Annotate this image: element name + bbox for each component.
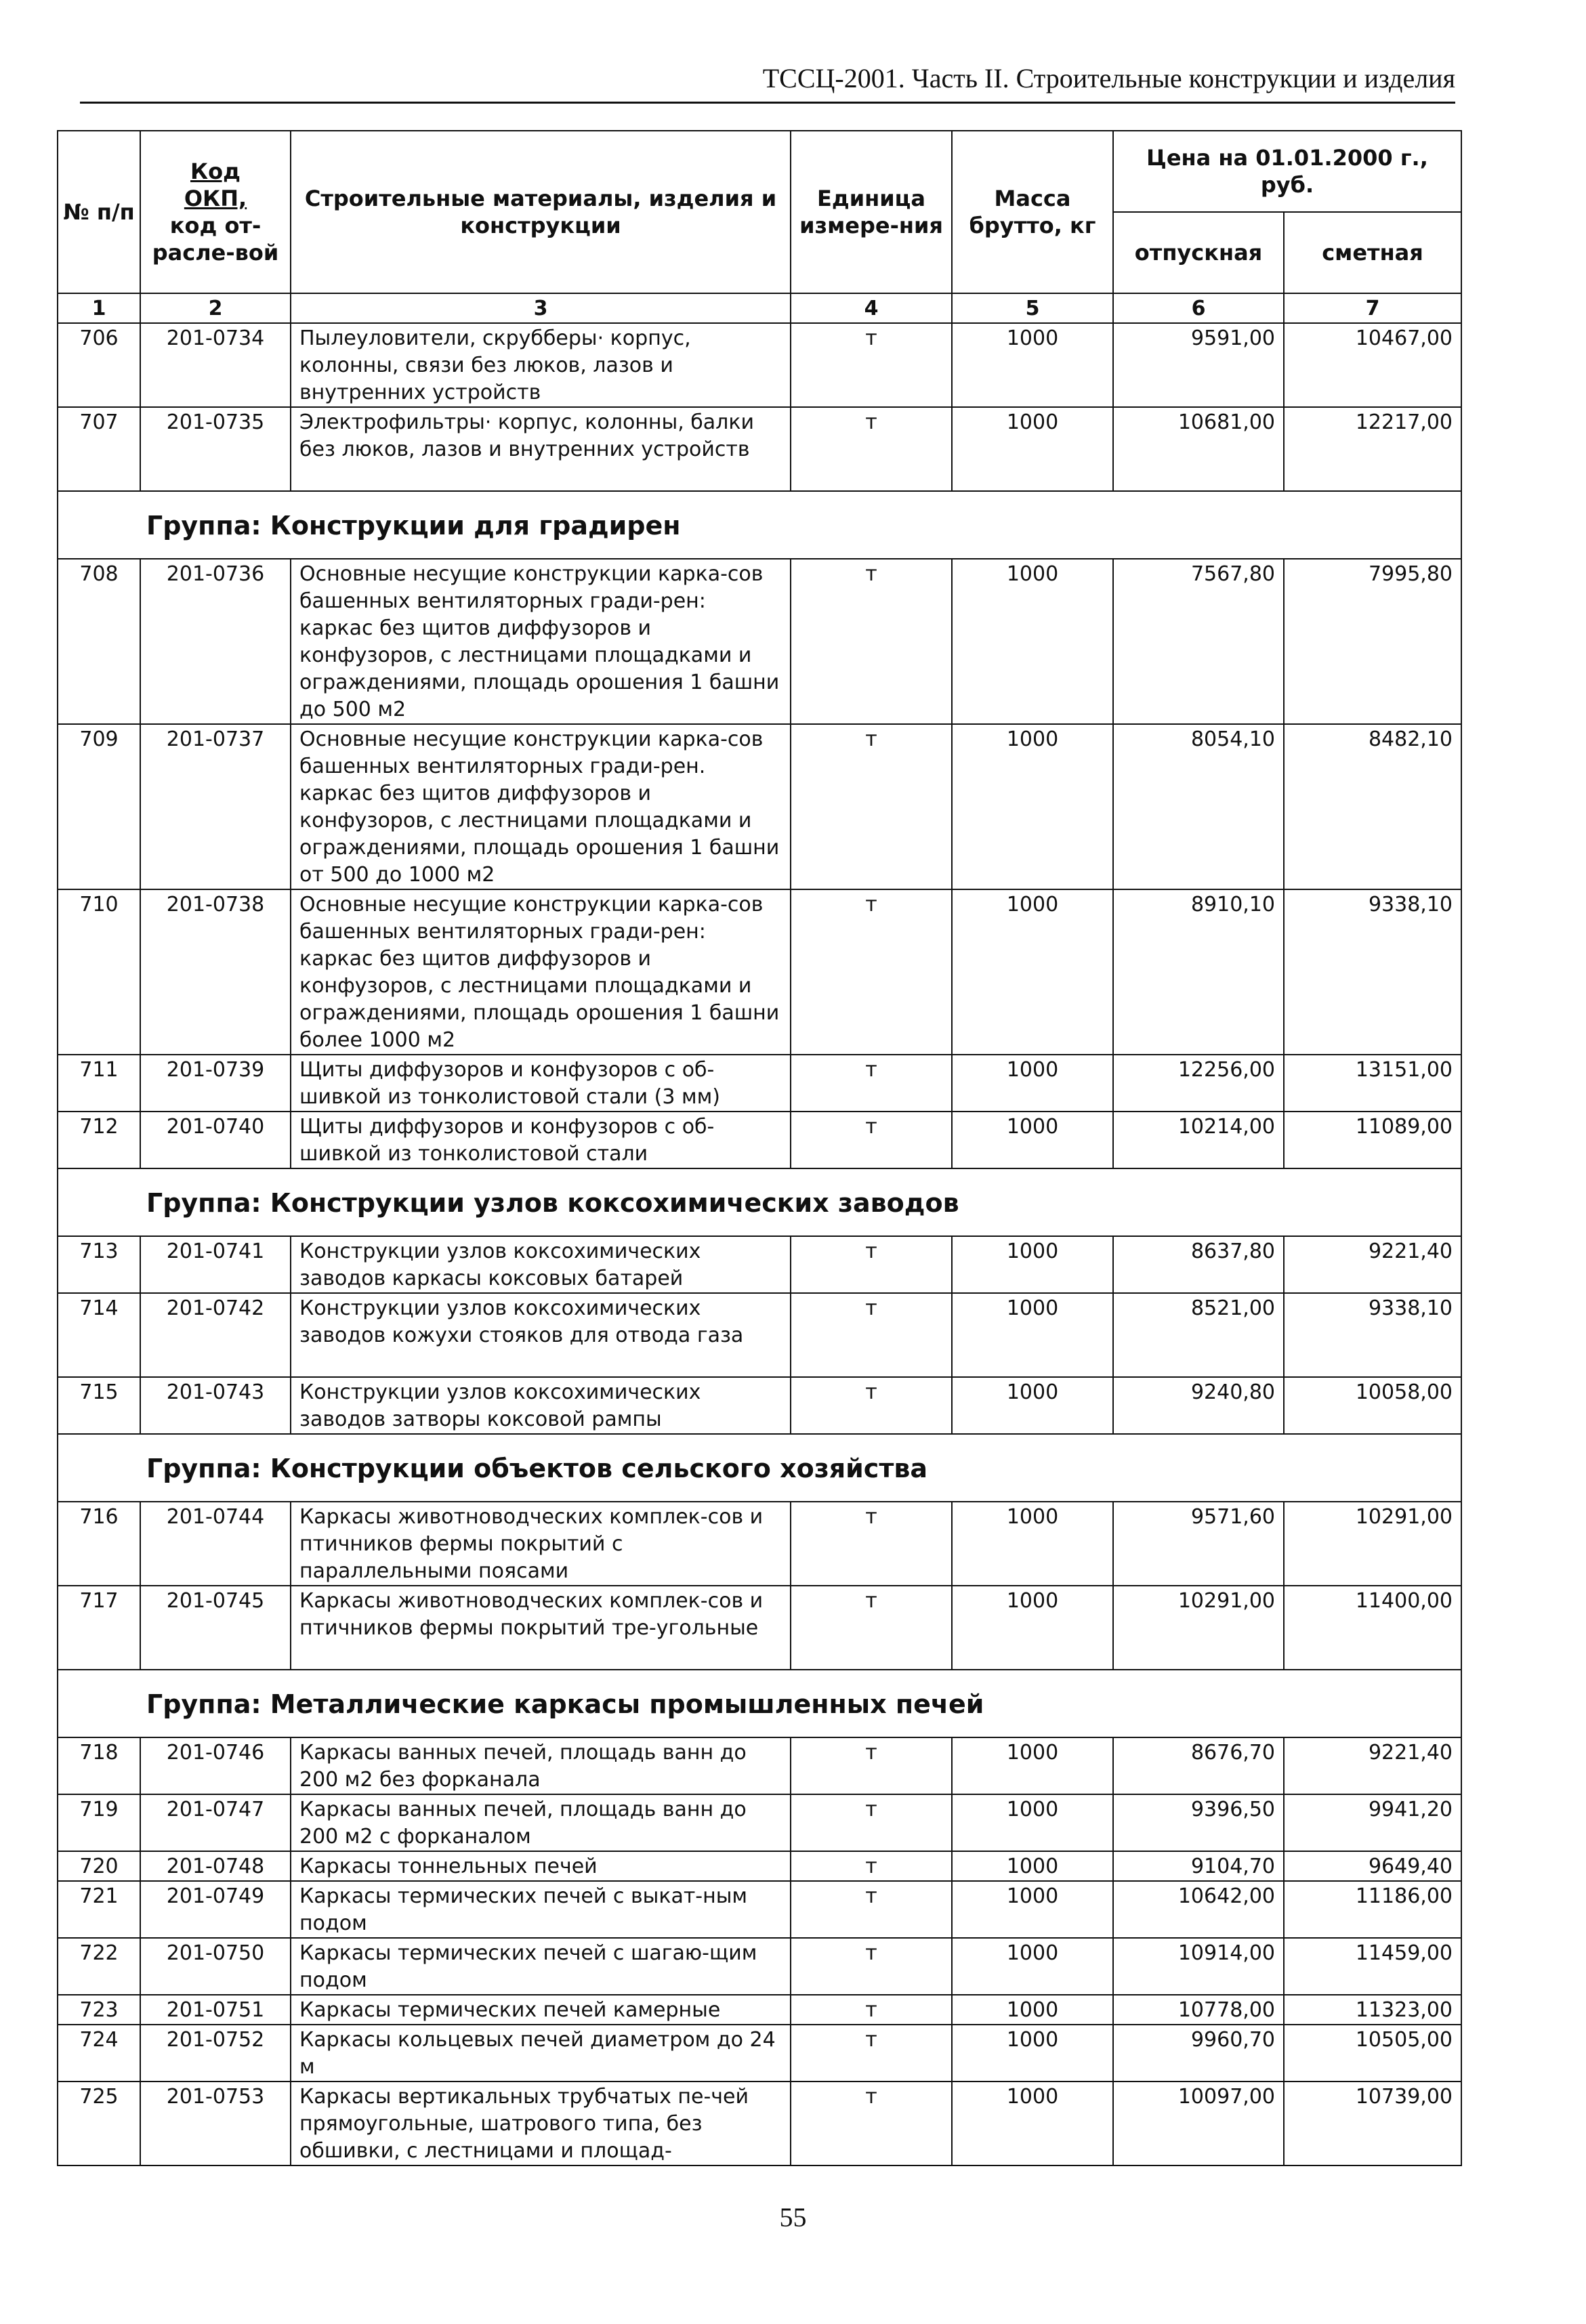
row-unit: т [791, 1794, 952, 1851]
header-price-estimate: сметная [1284, 212, 1461, 293]
table-row [58, 1112, 1461, 1168]
row-name: Каркасы ванных печей, площадь ванн до 200 м2 без форканала [291, 1737, 791, 1794]
row-unit: т [791, 1995, 952, 2025]
table-row [58, 1055, 1461, 1112]
table-row [58, 1938, 1461, 1995]
row-unit: т [791, 724, 952, 889]
row-mass: 1000 [952, 1293, 1113, 1377]
row-price-estimate: 10058,00 [1284, 1377, 1461, 1434]
row-code: 201-0750 [140, 1938, 291, 1995]
row-name: Конструкции узлов коксохимических заводов затворы коксовой рампы [291, 1377, 791, 1434]
row-code: 201-0751 [140, 1995, 291, 2025]
row-unit: т [791, 1112, 952, 1168]
row-price-release: 9240,80 [1113, 1377, 1284, 1434]
row-price-estimate: 11400,00 [1284, 1586, 1461, 1670]
table-row [58, 1995, 1461, 2025]
row-name: Каркасы тоннельных печей [291, 1851, 791, 1881]
row-price-release: 10291,00 [1113, 1586, 1284, 1670]
row-price-release: 8676,70 [1113, 1737, 1284, 1794]
row-number: 725 [58, 2082, 140, 2165]
row-number: 717 [58, 1586, 140, 1670]
row-mass: 1000 [952, 1794, 1113, 1851]
row-price-release: 8910,10 [1113, 889, 1284, 1055]
row-price-release: 8054,10 [1113, 724, 1284, 889]
header-code-line1: Код [190, 159, 241, 184]
row-code: 201-0741 [140, 1236, 291, 1293]
row-price-release: 10214,00 [1113, 1112, 1284, 1168]
table-row [58, 407, 1461, 491]
table-row [58, 889, 1461, 1055]
row-price-estimate: 13151,00 [1284, 1055, 1461, 1112]
row-name: Каркасы вертикальных трубчатых пе-чей прямоугольные, шатрового типа, без обшивки, с лестницами и площад- [291, 2082, 791, 2165]
row-number: 708 [58, 559, 140, 724]
row-mass: 1000 [952, 1502, 1113, 1586]
row-name: Основные несущие конструкции карка-сов башенных вентиляторных гради-рен: каркас без щитов диффузоров и конфузоров, с лестницами площадками и ограждениями, площадь орошения 1 башни до 500 м2 [291, 559, 791, 724]
row-price-release: 10681,00 [1113, 407, 1284, 491]
row-name: Каркасы термических печей с выкат-ным подом [291, 1881, 791, 1938]
row-name: Электрофильтры· корпус, колонны, балки без люков, лазов и внутренних устройств [291, 407, 791, 491]
group-row [58, 491, 1461, 559]
row-mass: 1000 [952, 1586, 1113, 1670]
row-name: Конструкции узлов коксохимических заводов каркасы коксовых батарей [291, 1236, 791, 1293]
row-price-release: 9104,70 [1113, 1851, 1284, 1881]
row-price-release: 10778,00 [1113, 1995, 1284, 2025]
row-unit: т [791, 1055, 952, 1112]
row-mass: 1000 [952, 2025, 1113, 2082]
table-row [58, 1794, 1461, 1851]
row-name: Каркасы термических печей с шагаю-щим подом [291, 1938, 791, 1995]
column-number: 3 [291, 293, 791, 323]
row-price-estimate: 9338,10 [1284, 889, 1461, 1055]
group-title: Группа: Конструкции объектов сельского хозяйства [58, 1434, 1461, 1502]
header-mass: Масса брутто, кг [952, 131, 1113, 293]
row-number: 707 [58, 407, 140, 491]
row-price-estimate: 9221,40 [1284, 1737, 1461, 1794]
row-code: 201-0734 [140, 323, 291, 407]
row-mass: 1000 [952, 2082, 1113, 2165]
header-price: Цена на 01.01.2000 г., руб. [1113, 131, 1461, 212]
group-row [58, 1168, 1461, 1236]
row-unit: т [791, 1502, 952, 1586]
row-number: 720 [58, 1851, 140, 1881]
row-unit: т [791, 1881, 952, 1938]
column-number: 2 [140, 293, 291, 323]
row-price-estimate: 11186,00 [1284, 1881, 1461, 1938]
header-price-release: отпускная [1113, 212, 1284, 293]
row-price-release: 9960,70 [1113, 2025, 1284, 2082]
row-unit: т [791, 1377, 952, 1434]
header-unit: Единица измере-ния [791, 131, 952, 293]
row-price-release: 10097,00 [1113, 2082, 1284, 2165]
header-rule [80, 102, 1455, 104]
row-number: 719 [58, 1794, 140, 1851]
row-price-estimate: 10505,00 [1284, 2025, 1461, 2082]
page-number: 55 [779, 2202, 807, 2233]
row-unit: т [791, 1938, 952, 1995]
row-unit: т [791, 1851, 952, 1881]
row-number: 722 [58, 1938, 140, 1995]
row-name: Основные несущие конструкции карка-сов башенных вентиляторных гради-рен: каркас без щитов диффузоров и конфузоров, с лестницами площадками и ограждениями, площадь орошения 1 башни более 1000 м2 [291, 889, 791, 1055]
group-row [58, 1670, 1461, 1737]
table-row [58, 1737, 1461, 1794]
group-title: Группа: Конструкции для градирен [58, 491, 1461, 559]
row-code: 201-0743 [140, 1377, 291, 1434]
column-number: 1 [58, 293, 140, 323]
row-mass: 1000 [952, 1737, 1113, 1794]
column-number: 7 [1284, 293, 1461, 323]
group-title: Группа: Конструкции узлов коксохимических заводов [58, 1168, 1461, 1236]
row-price-release: 10642,00 [1113, 1881, 1284, 1938]
row-unit: т [791, 2082, 952, 2165]
row-price-release: 9571,60 [1113, 1502, 1284, 1586]
row-price-estimate: 10467,00 [1284, 323, 1461, 407]
table-row [58, 1586, 1461, 1670]
row-unit: т [791, 323, 952, 407]
row-mass: 1000 [952, 323, 1113, 407]
table-row [58, 323, 1461, 407]
row-price-estimate: 9941,20 [1284, 1794, 1461, 1851]
row-number: 710 [58, 889, 140, 1055]
row-unit: т [791, 889, 952, 1055]
row-number: 718 [58, 1737, 140, 1794]
row-number: 706 [58, 323, 140, 407]
row-code: 201-0748 [140, 1851, 291, 1881]
row-unit: т [791, 407, 952, 491]
row-unit: т [791, 559, 952, 724]
running-head: ТССЦ-2001. Часть II. Строительные конструкции и изделия [762, 63, 1455, 93]
row-code: 201-0742 [140, 1293, 291, 1377]
row-unit: т [791, 2025, 952, 2082]
row-name: Щиты диффузоров и конфузоров с об-шивкой из тонколистовой стали [291, 1112, 791, 1168]
row-price-estimate: 11089,00 [1284, 1112, 1461, 1168]
row-name: Каркасы кольцевых печей диаметром до 24 м [291, 2025, 791, 2082]
row-mass: 1000 [952, 1236, 1113, 1293]
row-price-estimate: 12217,00 [1284, 407, 1461, 491]
row-price-release: 9591,00 [1113, 323, 1284, 407]
row-price-release: 8521,00 [1113, 1293, 1284, 1377]
table-row [58, 1881, 1461, 1938]
row-code: 201-0739 [140, 1055, 291, 1112]
row-unit: т [791, 1737, 952, 1794]
row-code: 201-0752 [140, 2025, 291, 2082]
table-row [58, 1293, 1461, 1377]
row-code: 201-0745 [140, 1586, 291, 1670]
row-price-estimate: 9649,40 [1284, 1851, 1461, 1881]
header-name: Строительные материалы, изделия и конструкции [291, 131, 791, 293]
row-price-release: 9396,50 [1113, 1794, 1284, 1851]
row-number: 721 [58, 1881, 140, 1938]
row-price-estimate: 8482,10 [1284, 724, 1461, 889]
table-row [58, 559, 1461, 724]
row-mass: 1000 [952, 1055, 1113, 1112]
column-number: 4 [791, 293, 952, 323]
row-mass: 1000 [952, 1377, 1113, 1434]
row-unit: т [791, 1586, 952, 1670]
row-price-release: 8637,80 [1113, 1236, 1284, 1293]
row-mass: 1000 [952, 889, 1113, 1055]
row-code: 201-0746 [140, 1737, 291, 1794]
row-number: 713 [58, 1236, 140, 1293]
row-price-release: 7567,80 [1113, 559, 1284, 724]
row-price-estimate: 7995,80 [1284, 559, 1461, 724]
row-name: Каркасы животноводческих комплек-сов и птичников фермы покрытий тре-угольные [291, 1586, 791, 1670]
row-name: Каркасы животноводческих комплек-сов и птичников фермы покрытий с параллельными поясами [291, 1502, 791, 1586]
table-row [58, 2082, 1461, 2165]
row-mass: 1000 [952, 1851, 1113, 1881]
row-name: Щиты диффузоров и конфузоров с об-шивкой из тонколистовой стали (3 мм) [291, 1055, 791, 1112]
row-price-estimate: 9338,10 [1284, 1293, 1461, 1377]
row-number: 712 [58, 1112, 140, 1168]
row-code: 201-0749 [140, 1881, 291, 1938]
row-mass: 1000 [952, 724, 1113, 889]
row-name: Пылеуловители, скрубберы· корпус, колонны, связи без люков, лазов и внутренних устройств [291, 323, 791, 407]
row-name: Каркасы ванных печей, площадь ванн до 200 м2 с форканалом [291, 1794, 791, 1851]
row-price-estimate: 10739,00 [1284, 2082, 1461, 2165]
row-price-release: 12256,00 [1113, 1055, 1284, 1112]
row-code: 201-0738 [140, 889, 291, 1055]
row-number: 723 [58, 1995, 140, 2025]
table-row [58, 1851, 1461, 1881]
row-number: 711 [58, 1055, 140, 1112]
row-number: 714 [58, 1293, 140, 1377]
row-mass: 1000 [952, 407, 1113, 491]
row-code: 201-0736 [140, 559, 291, 724]
row-number: 709 [58, 724, 140, 889]
table-row [58, 724, 1461, 889]
header-code-line2: ОКП, [184, 186, 247, 211]
header-code-line3: код от-расле-вой [152, 213, 279, 266]
row-mass: 1000 [952, 559, 1113, 724]
table-row [58, 1502, 1461, 1586]
row-name: Конструкции узлов коксохимических заводов кожухи стояков для отвода газа [291, 1293, 791, 1377]
row-price-estimate: 10291,00 [1284, 1502, 1461, 1586]
table-row [58, 1236, 1461, 1293]
group-row [58, 1434, 1461, 1502]
row-number: 716 [58, 1502, 140, 1586]
row-mass: 1000 [952, 1995, 1113, 2025]
row-price-release: 10914,00 [1113, 1938, 1284, 1995]
table-row [58, 1377, 1461, 1434]
price-table [57, 130, 1462, 2166]
row-mass: 1000 [952, 1938, 1113, 1995]
row-code: 201-0744 [140, 1502, 291, 1586]
column-number: 5 [952, 293, 1113, 323]
row-code: 201-0735 [140, 407, 291, 491]
row-code: 201-0737 [140, 724, 291, 889]
row-number: 724 [58, 2025, 140, 2082]
row-price-estimate: 9221,40 [1284, 1236, 1461, 1293]
row-code: 201-0740 [140, 1112, 291, 1168]
row-unit: т [791, 1236, 952, 1293]
row-name: Основные несущие конструкции карка-сов башенных вентиляторных гради-рен. каркас без щитов диффузоров и конфузоров, с лестницами площадками и ограждениями, площадь орошения 1 башни от 500 до 1000 м2 [291, 724, 791, 889]
row-name: Каркасы термических печей камерные [291, 1995, 791, 2025]
column-number: 6 [1113, 293, 1284, 323]
row-mass: 1000 [952, 1881, 1113, 1938]
group-title: Группа: Металлические каркасы промышленных печей [58, 1670, 1461, 1737]
row-code: 201-0753 [140, 2082, 291, 2165]
header-code [140, 131, 291, 293]
table-row [58, 2025, 1461, 2082]
row-unit: т [791, 1293, 952, 1377]
row-code: 201-0747 [140, 1794, 291, 1851]
row-price-estimate: 11323,00 [1284, 1995, 1461, 2025]
header-no: № п/п [58, 131, 140, 293]
row-price-estimate: 11459,00 [1284, 1938, 1461, 1995]
row-number: 715 [58, 1377, 140, 1434]
row-mass: 1000 [952, 1112, 1113, 1168]
